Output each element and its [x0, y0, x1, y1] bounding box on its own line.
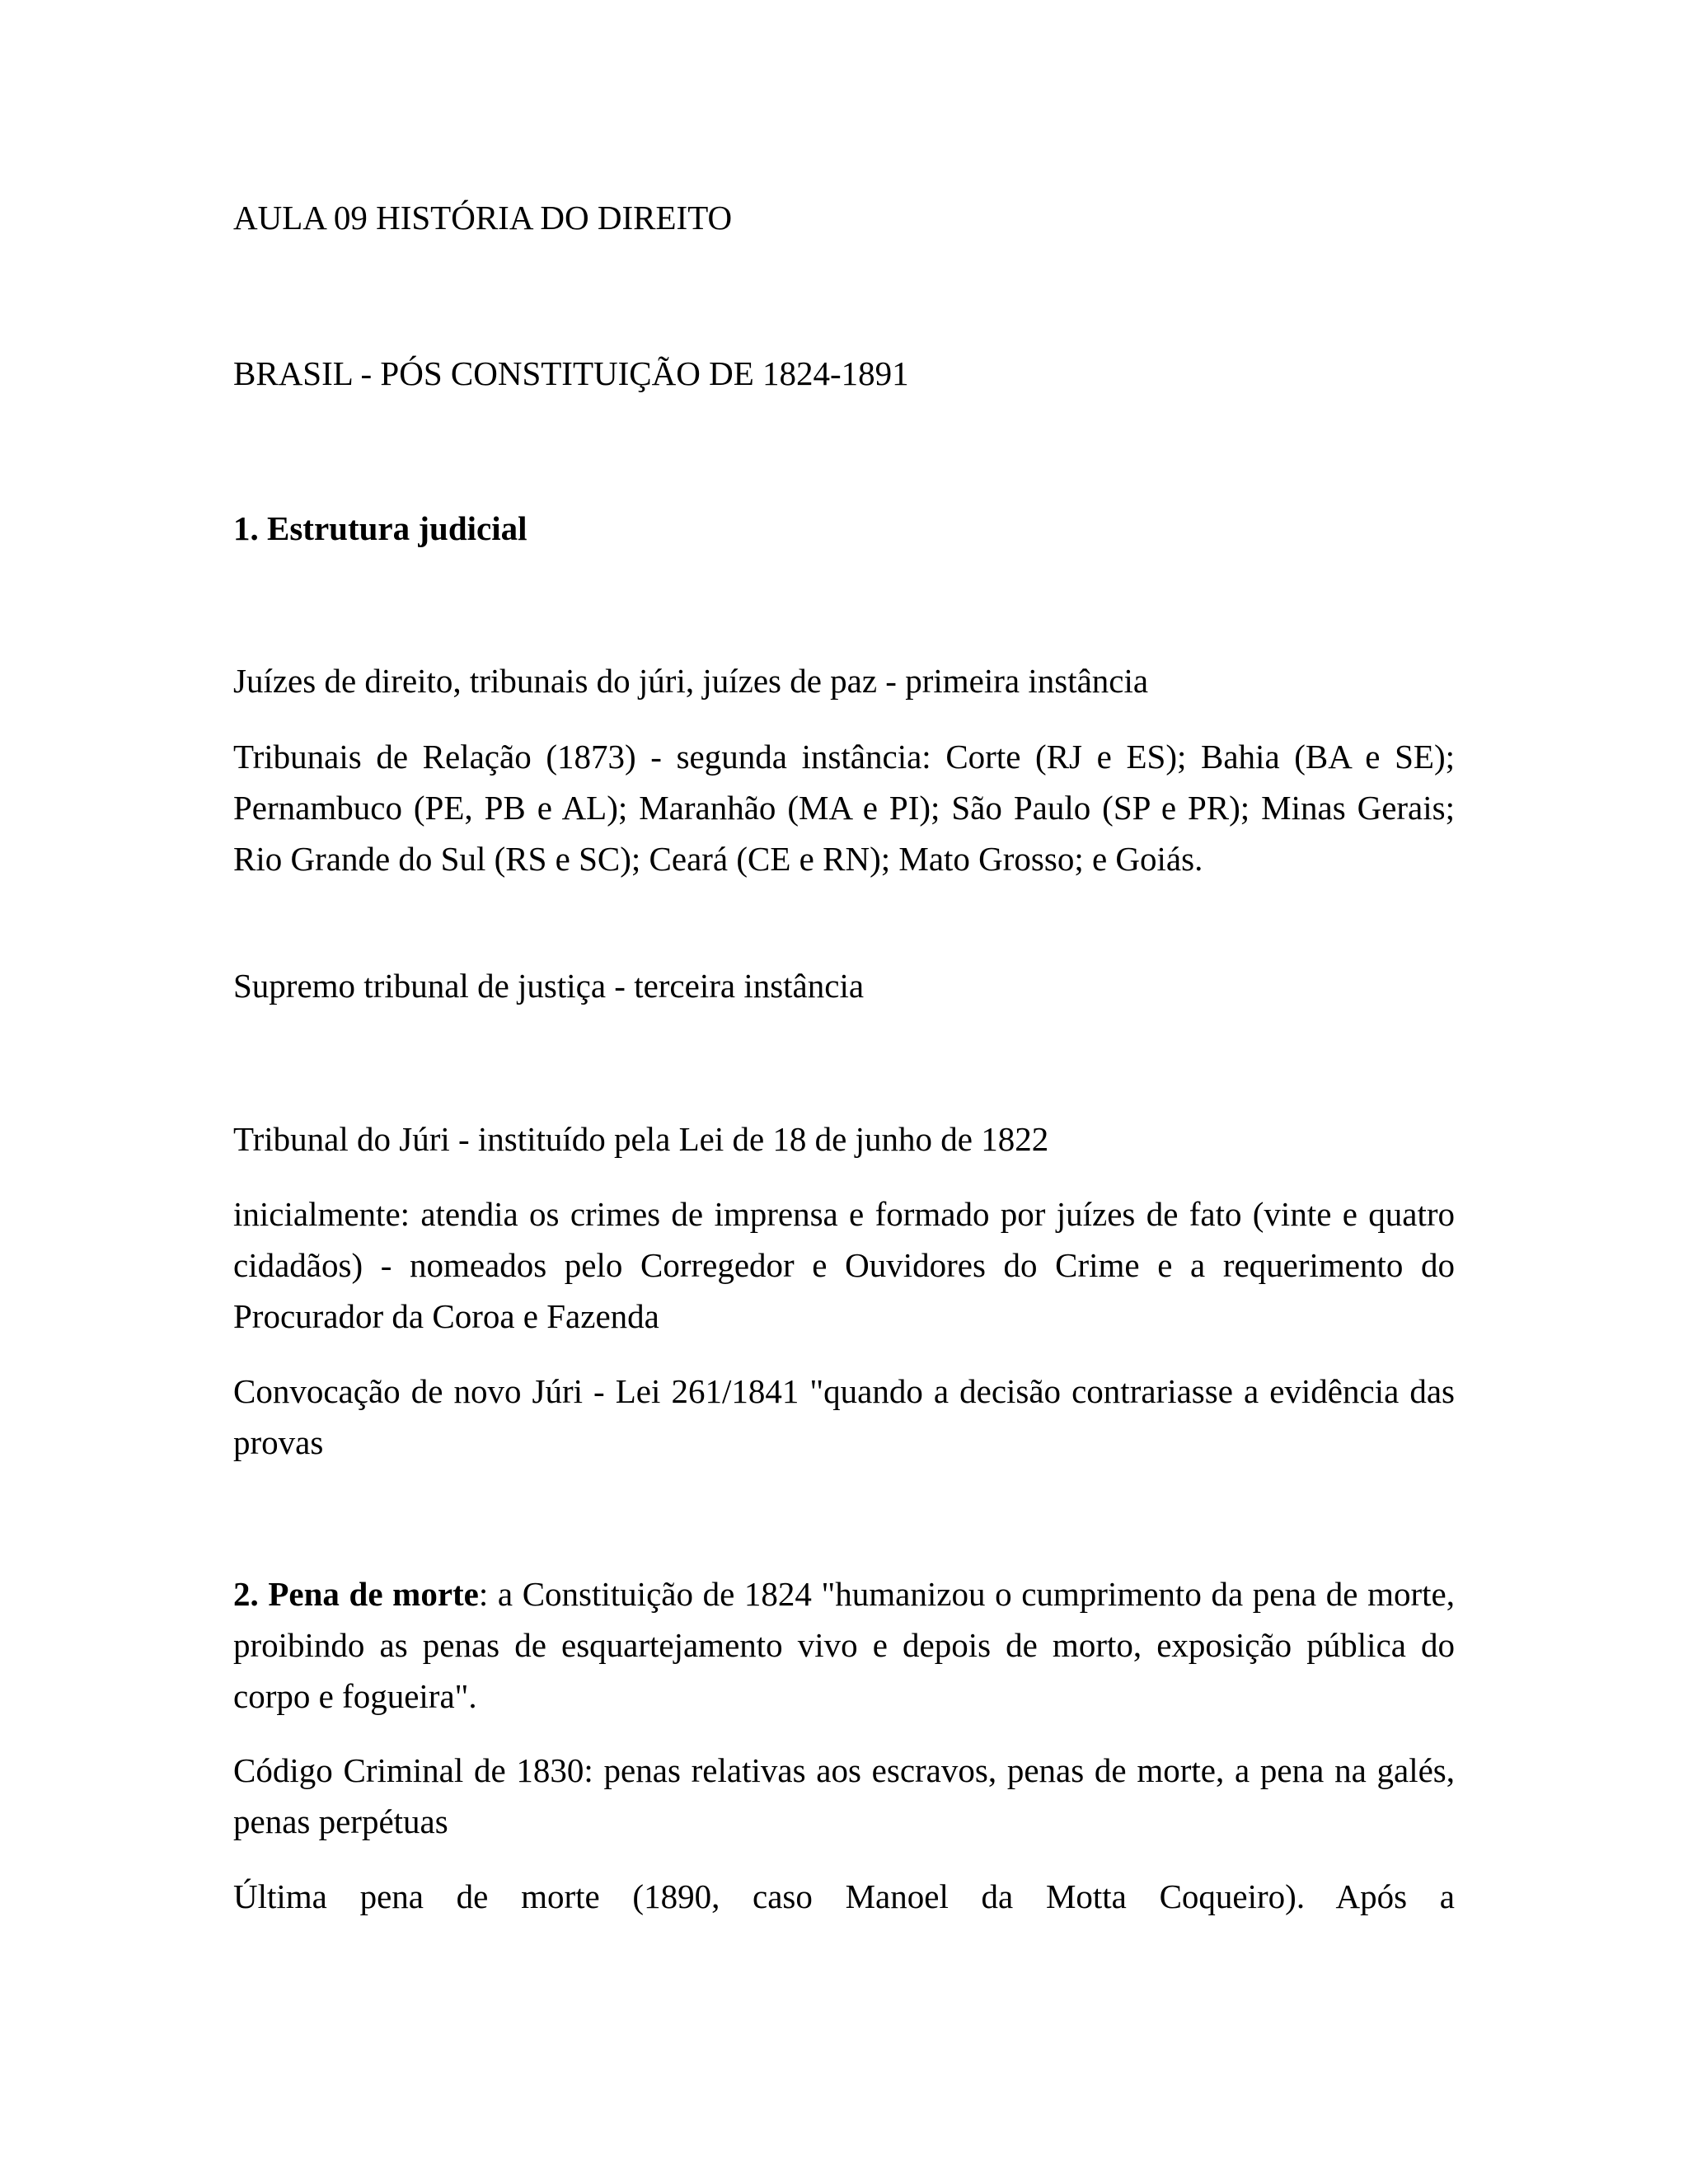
section-2-text: : a Constituição de 1824 "humanizou o cumprimento da pena de morte, proibindo as penas de esquartejamento vivo e depois de morto, exposição pública do corpo e fogueira".	[233, 1575, 1455, 1715]
document-title: AULA 09 HISTÓRIA DO DIREITO	[233, 199, 733, 237]
section-1-heading	[233, 503, 528, 554]
last-death-paragraph: Última pena de morte (1890, caso Manoel da Motta Coqueiro). Após a	[233, 1877, 1455, 1915]
second-instance-paragraph: Tribunais de Relação (1873) - segunda instância: Corte (RJ e ES); Bahia (BA e SE); Pernambuco (PE, PB e AL); Maranhão (MA e PI); São Paulo (SP e PR); Minas Gerais; Rio Grande do Sul (RS e SC); Ceará (CE e RN); Mato Grosso; e Goiás.	[233, 738, 1455, 878]
document-page	[233, 0, 1455, 2184]
first-instance-paragraph: Juízes de direito, tribunais do júri, juízes de paz - primeira instância	[233, 662, 1149, 700]
criminal-code-paragraph: Código Criminal de 1830: penas relativas aos escravos, penas de morte, a pena na galés, penas perpétuas	[233, 1751, 1455, 1840]
section-1-heading-text: 1. Estrutura judicial	[233, 509, 528, 547]
jury-initially-paragraph: inicialmente: atendia os crimes de imprensa e formado por juízes de fato (vinte e quatro cidadãos) - nomeados pelo Corregedor e Ouvidores do Crime e a requerimento do Procurador da Coroa e Fazenda	[233, 1195, 1455, 1335]
jury-intro-paragraph: Tribunal do Júri - instituído pela Lei de 18 de junho de 1822	[233, 1120, 1049, 1158]
section-2-heading: 2. Pena de morte	[233, 1575, 479, 1613]
document-subtitle: BRASIL - PÓS CONSTITUIÇÃO DE 1824-1891	[233, 354, 909, 392]
section-2-paragraph	[233, 1568, 1455, 1722]
third-instance-paragraph: Supremo tribunal de justiça - terceira instância	[233, 967, 865, 1005]
jury-new-paragraph: Convocação de novo Júri - Lei 261/1841 "quando a decisão contrariasse a evidência das provas	[233, 1372, 1455, 1461]
